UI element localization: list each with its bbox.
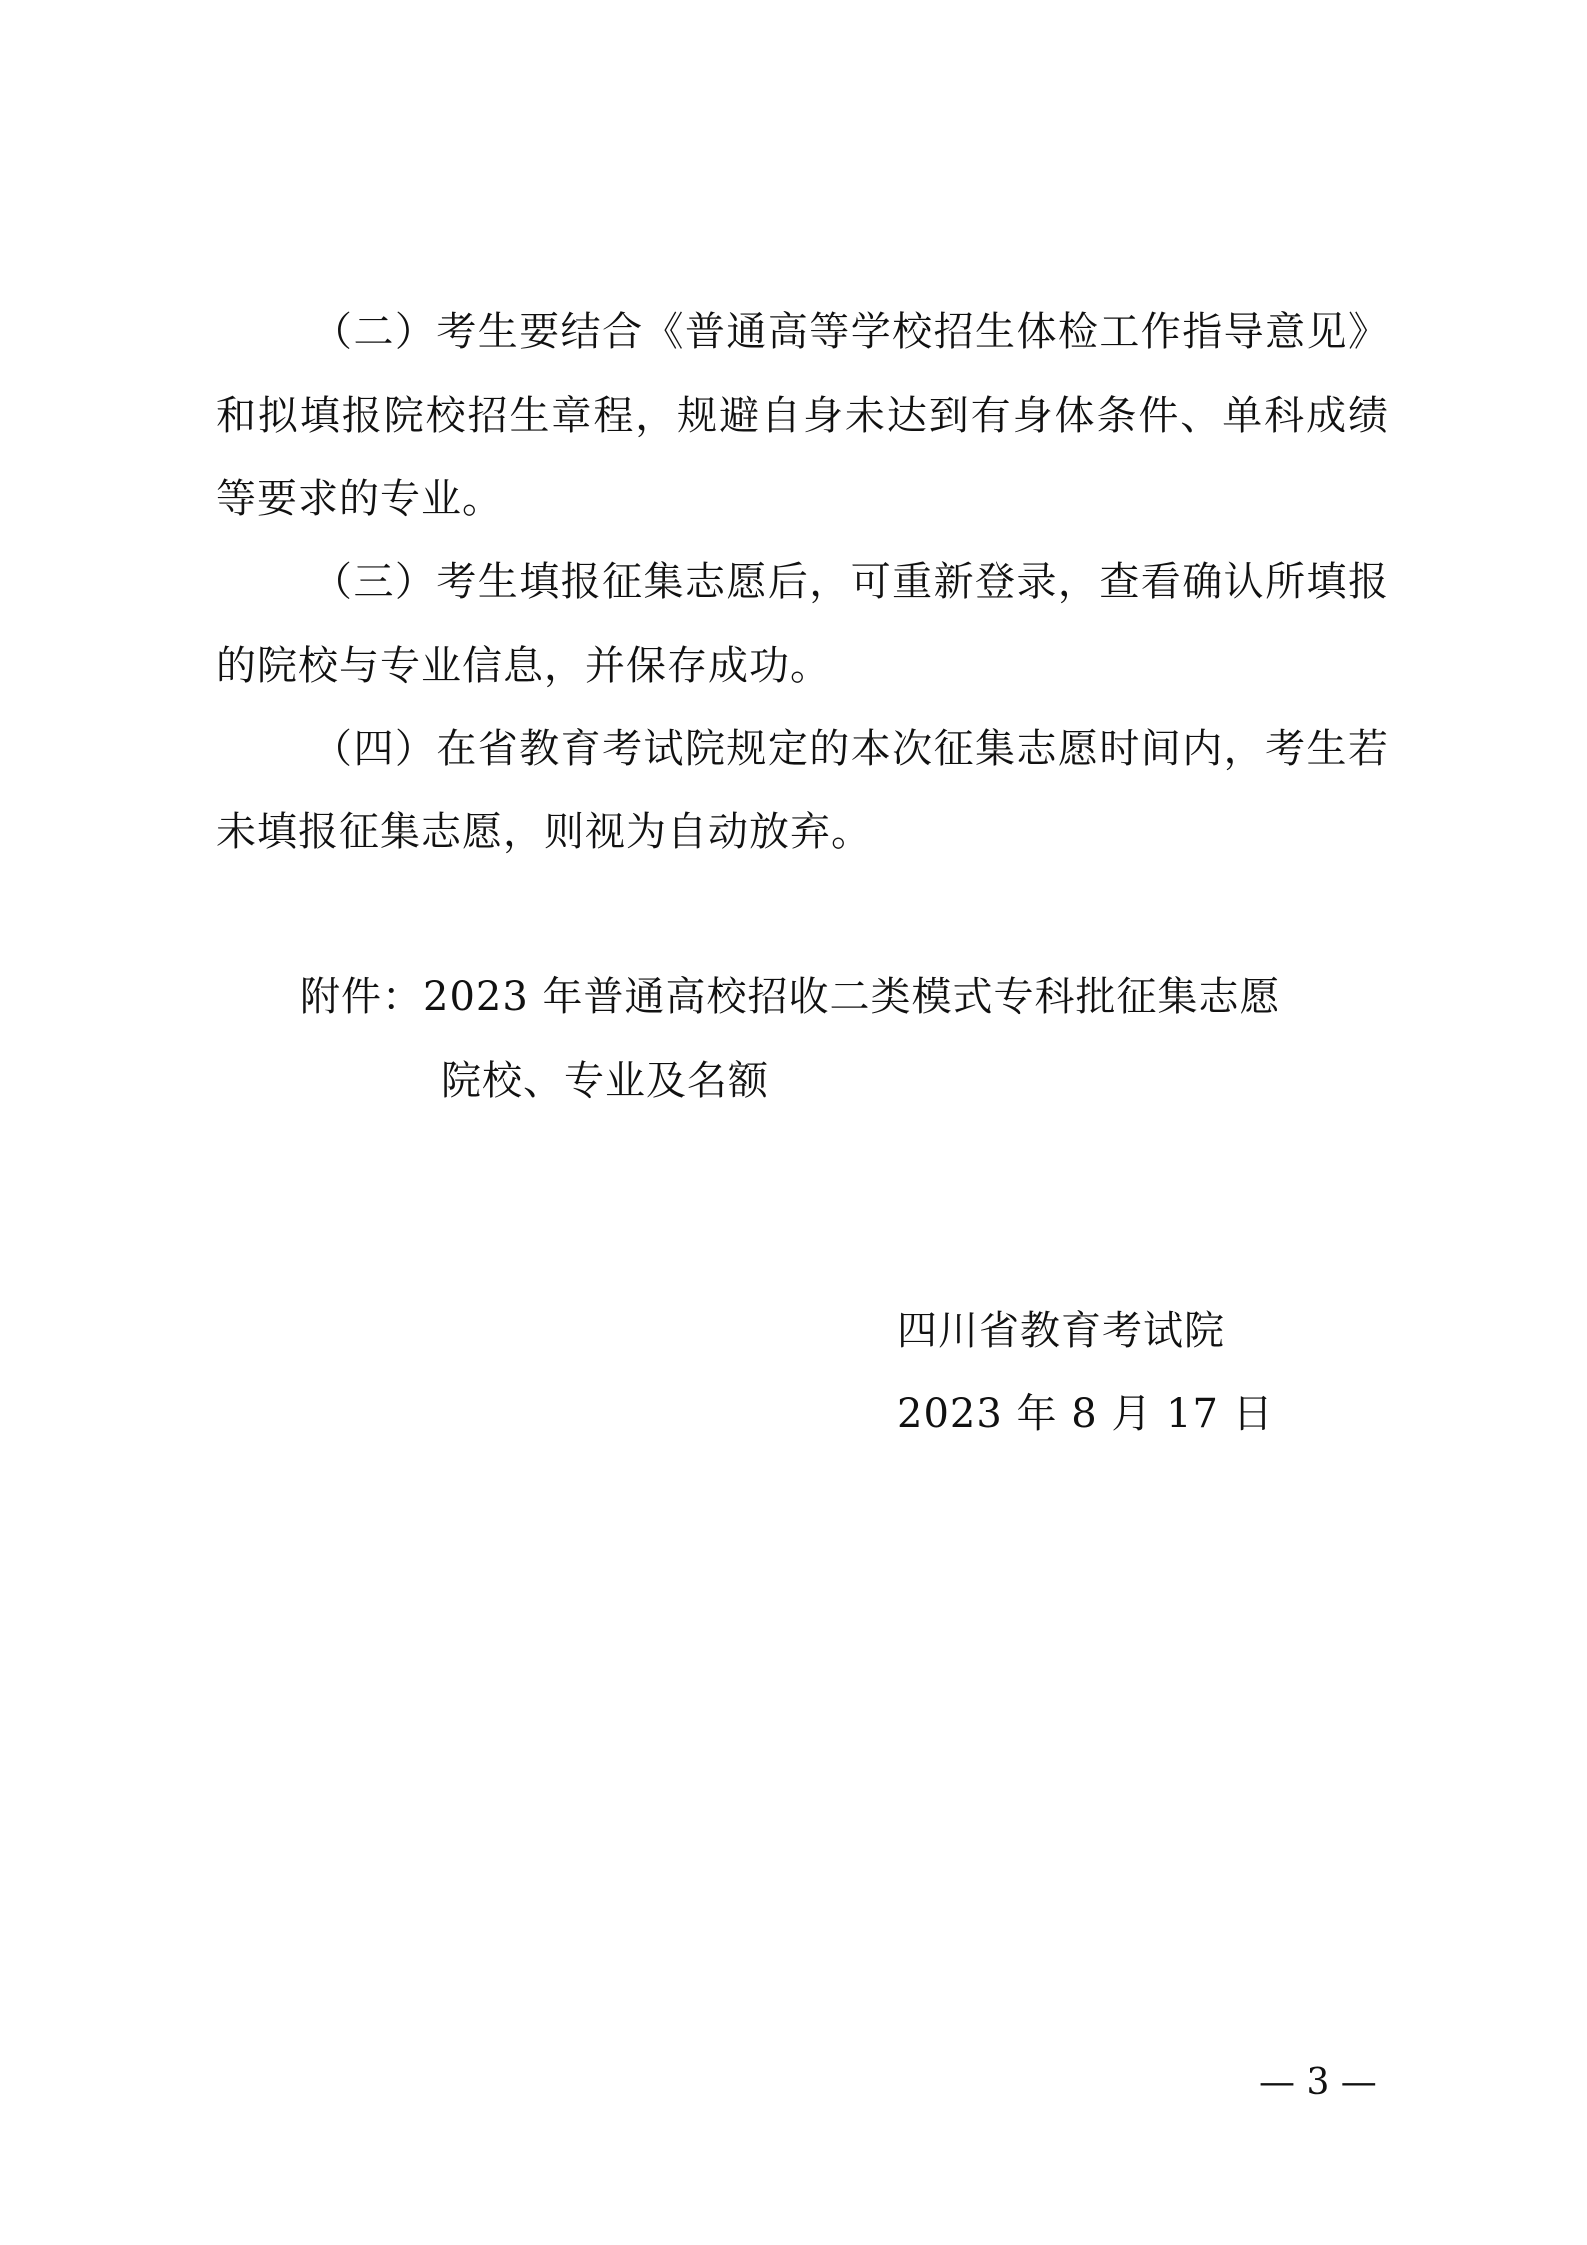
signature-organization: 四川省教育考试院 bbox=[897, 1308, 1225, 1354]
paragraph-two-line-3: 等要求的专业。 bbox=[216, 476, 503, 522]
paragraph-three-line-1: （三）考生填报征集志愿后，可重新登录，查看确认所填报 bbox=[312, 559, 1388, 605]
paragraph-four-line-1: （四）在省教育考试院规定的本次征集志愿时间内，考生若 bbox=[312, 726, 1388, 772]
paragraph-two-line-2: 和拟填报院校招生章程，规避自身未达到有身体条件、单科成绩 bbox=[216, 393, 1388, 439]
page-number: — 3 — bbox=[1259, 2062, 1377, 2103]
attachment-line-1: 附件：2023 年普通高校招收二类模式专科批征集志愿 bbox=[300, 974, 1281, 1020]
signature-date: 2023 年 8 月 17 日 bbox=[897, 1391, 1274, 1437]
attachment-line-2: 院校、专业及名额 bbox=[441, 1058, 769, 1104]
paragraph-three-line-2: 的院校与专业信息，并保存成功。 bbox=[216, 643, 831, 689]
paragraph-four-line-2: 未填报征集志愿，则视为自动放弃。 bbox=[216, 809, 872, 855]
paragraph-two-line-1: （二）考生要结合《普通高等学校招生体检工作指导意见》 bbox=[312, 309, 1388, 355]
